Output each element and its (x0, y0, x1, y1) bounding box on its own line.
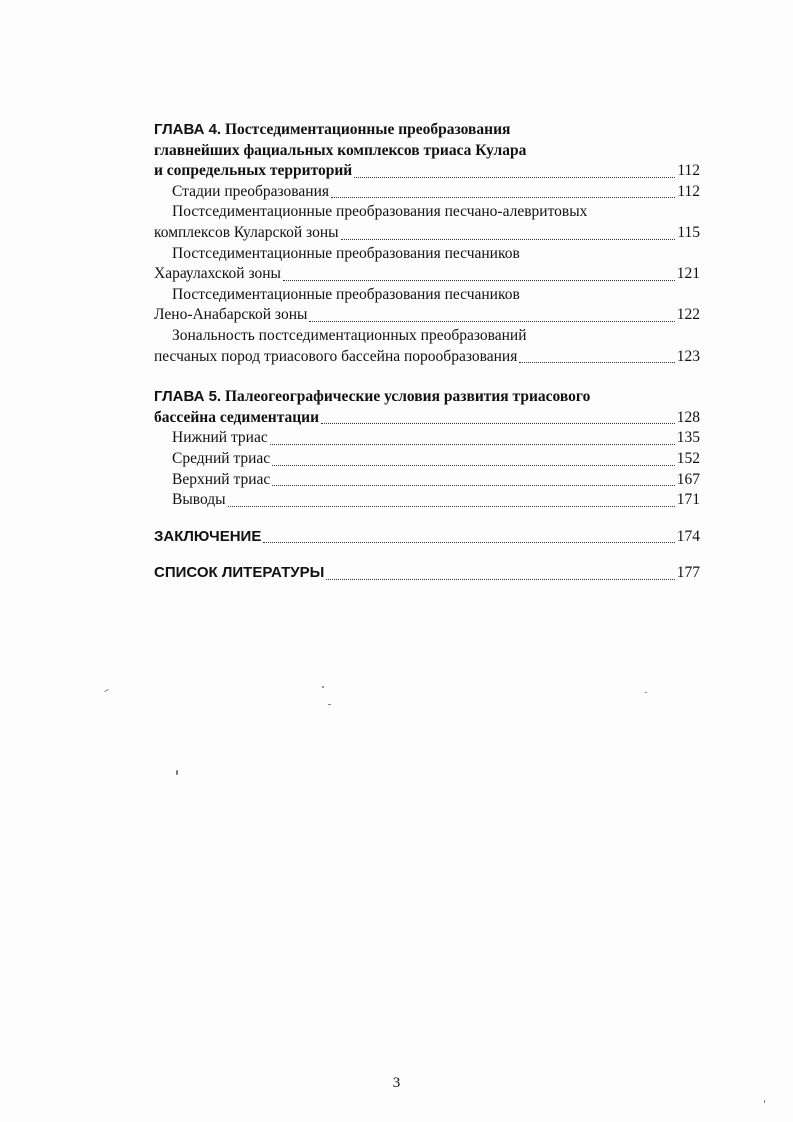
chapter4-heading-line2 (154, 141, 700, 162)
toc-entry-upper-triassic[interactable] (154, 470, 700, 491)
chapter4-title-line3: и сопредельных территорий (154, 162, 353, 180)
entry-title: Постседиментационные преобразования песчаников (172, 285, 520, 303)
chapter5-label: ГЛАВА 5. (154, 388, 222, 406)
toc-entry-conclusion[interactable] (154, 527, 700, 548)
entry-page: 135 (676, 429, 700, 447)
dot-leader (354, 177, 675, 178)
entry-title: Средний триас (172, 449, 271, 467)
entry-title: Зональность постседиментационных преобразований (172, 326, 527, 344)
toc-entry-kharaulakh-line1 (154, 244, 700, 265)
entry-title: Выводы (172, 491, 226, 509)
references-page: 177 (676, 564, 700, 582)
entry-title: Постседиментационные преобразования песчано-алевритовых (172, 203, 588, 221)
scan-speck (104, 689, 109, 692)
entry-page: 121 (676, 265, 700, 283)
entry-title-cont: Лено-Анабарской зоны (154, 306, 308, 324)
dot-leader (321, 423, 675, 424)
entry-title-cont: комплексов Куларской зоны (154, 223, 339, 241)
dot-leader (326, 579, 674, 580)
table-of-contents (154, 120, 700, 584)
dot-leader (270, 444, 675, 445)
dot-leader (263, 542, 674, 543)
scan-speck (328, 704, 331, 705)
dot-leader (519, 362, 674, 363)
dot-leader (309, 321, 674, 322)
chapter4-title-line2: главнейших фациальных комплексов триаса Кулара (154, 141, 527, 159)
entry-page: 112 (677, 182, 700, 200)
dot-leader (228, 506, 675, 507)
references-label: СПИСОК ЛИТЕРАТУРЫ (154, 564, 325, 582)
toc-entry-lena-anabar-line1 (154, 285, 700, 306)
chapter4-page: 112 (677, 162, 700, 180)
toc-entry-chapter5[interactable] (154, 408, 700, 429)
dot-leader (272, 485, 675, 486)
dot-leader (331, 197, 675, 198)
toc-entry-zonality-line1 (154, 326, 700, 347)
toc-entry-kharaulakh[interactable] (154, 264, 700, 285)
entry-title: Стадии преобразования (172, 182, 330, 200)
entry-title: Нижний триас (172, 429, 268, 447)
chapter4-title-line1: Постседиментационные преобразования (224, 121, 511, 138)
entry-page: 152 (676, 449, 700, 467)
toc-entry-middle-triassic[interactable] (154, 449, 700, 470)
toc-entry-conclusions[interactable] (154, 490, 700, 511)
toc-entry-stages[interactable] (154, 182, 700, 203)
toc-entry-zonality[interactable] (154, 347, 700, 368)
chapter5-heading-line1 (154, 387, 700, 408)
toc-entry-chapter4[interactable] (154, 161, 700, 182)
scan-speck (645, 692, 647, 693)
scan-speck (322, 686, 324, 688)
dot-leader (283, 280, 675, 281)
entry-page: 123 (676, 347, 700, 365)
chapter4-label: ГЛАВА 4. (154, 121, 222, 138)
chapter5-page: 128 (676, 408, 700, 426)
entry-page: 171 (676, 491, 700, 509)
dot-leader (341, 239, 676, 240)
toc-entry-lower-triassic[interactable] (154, 428, 700, 449)
entry-title-cont: Хараулахской зоны (154, 265, 281, 283)
conclusion-label: ЗАКЛЮЧЕНИЕ (154, 527, 262, 545)
scan-speck (176, 770, 178, 775)
toc-entry-references[interactable] (154, 563, 700, 584)
dot-leader (272, 465, 675, 466)
entry-page: 115 (677, 223, 700, 241)
toc-entry-kular-line1 (154, 202, 700, 223)
chapter5-title-line2: бассейна седиментации (154, 408, 320, 426)
toc-entry-lena-anabar[interactable] (154, 305, 700, 326)
entry-page: 167 (676, 470, 700, 488)
chapter5-title-line1: Палеогеографические условия развития триасового (224, 388, 591, 406)
chapter4-heading-line1 (154, 120, 700, 141)
entry-title-cont: песчаных пород триасового бассейна порообразования (154, 347, 518, 365)
entry-title: Верхний триас (172, 470, 271, 488)
conclusion-page: 174 (676, 527, 700, 545)
entry-page: 122 (676, 306, 700, 324)
page-number: 3 (392, 1075, 401, 1091)
toc-entry-kular[interactable] (154, 223, 700, 244)
entry-title: Постседиментационные преобразования песчаников (172, 244, 520, 262)
scan-speck (764, 1100, 765, 1103)
